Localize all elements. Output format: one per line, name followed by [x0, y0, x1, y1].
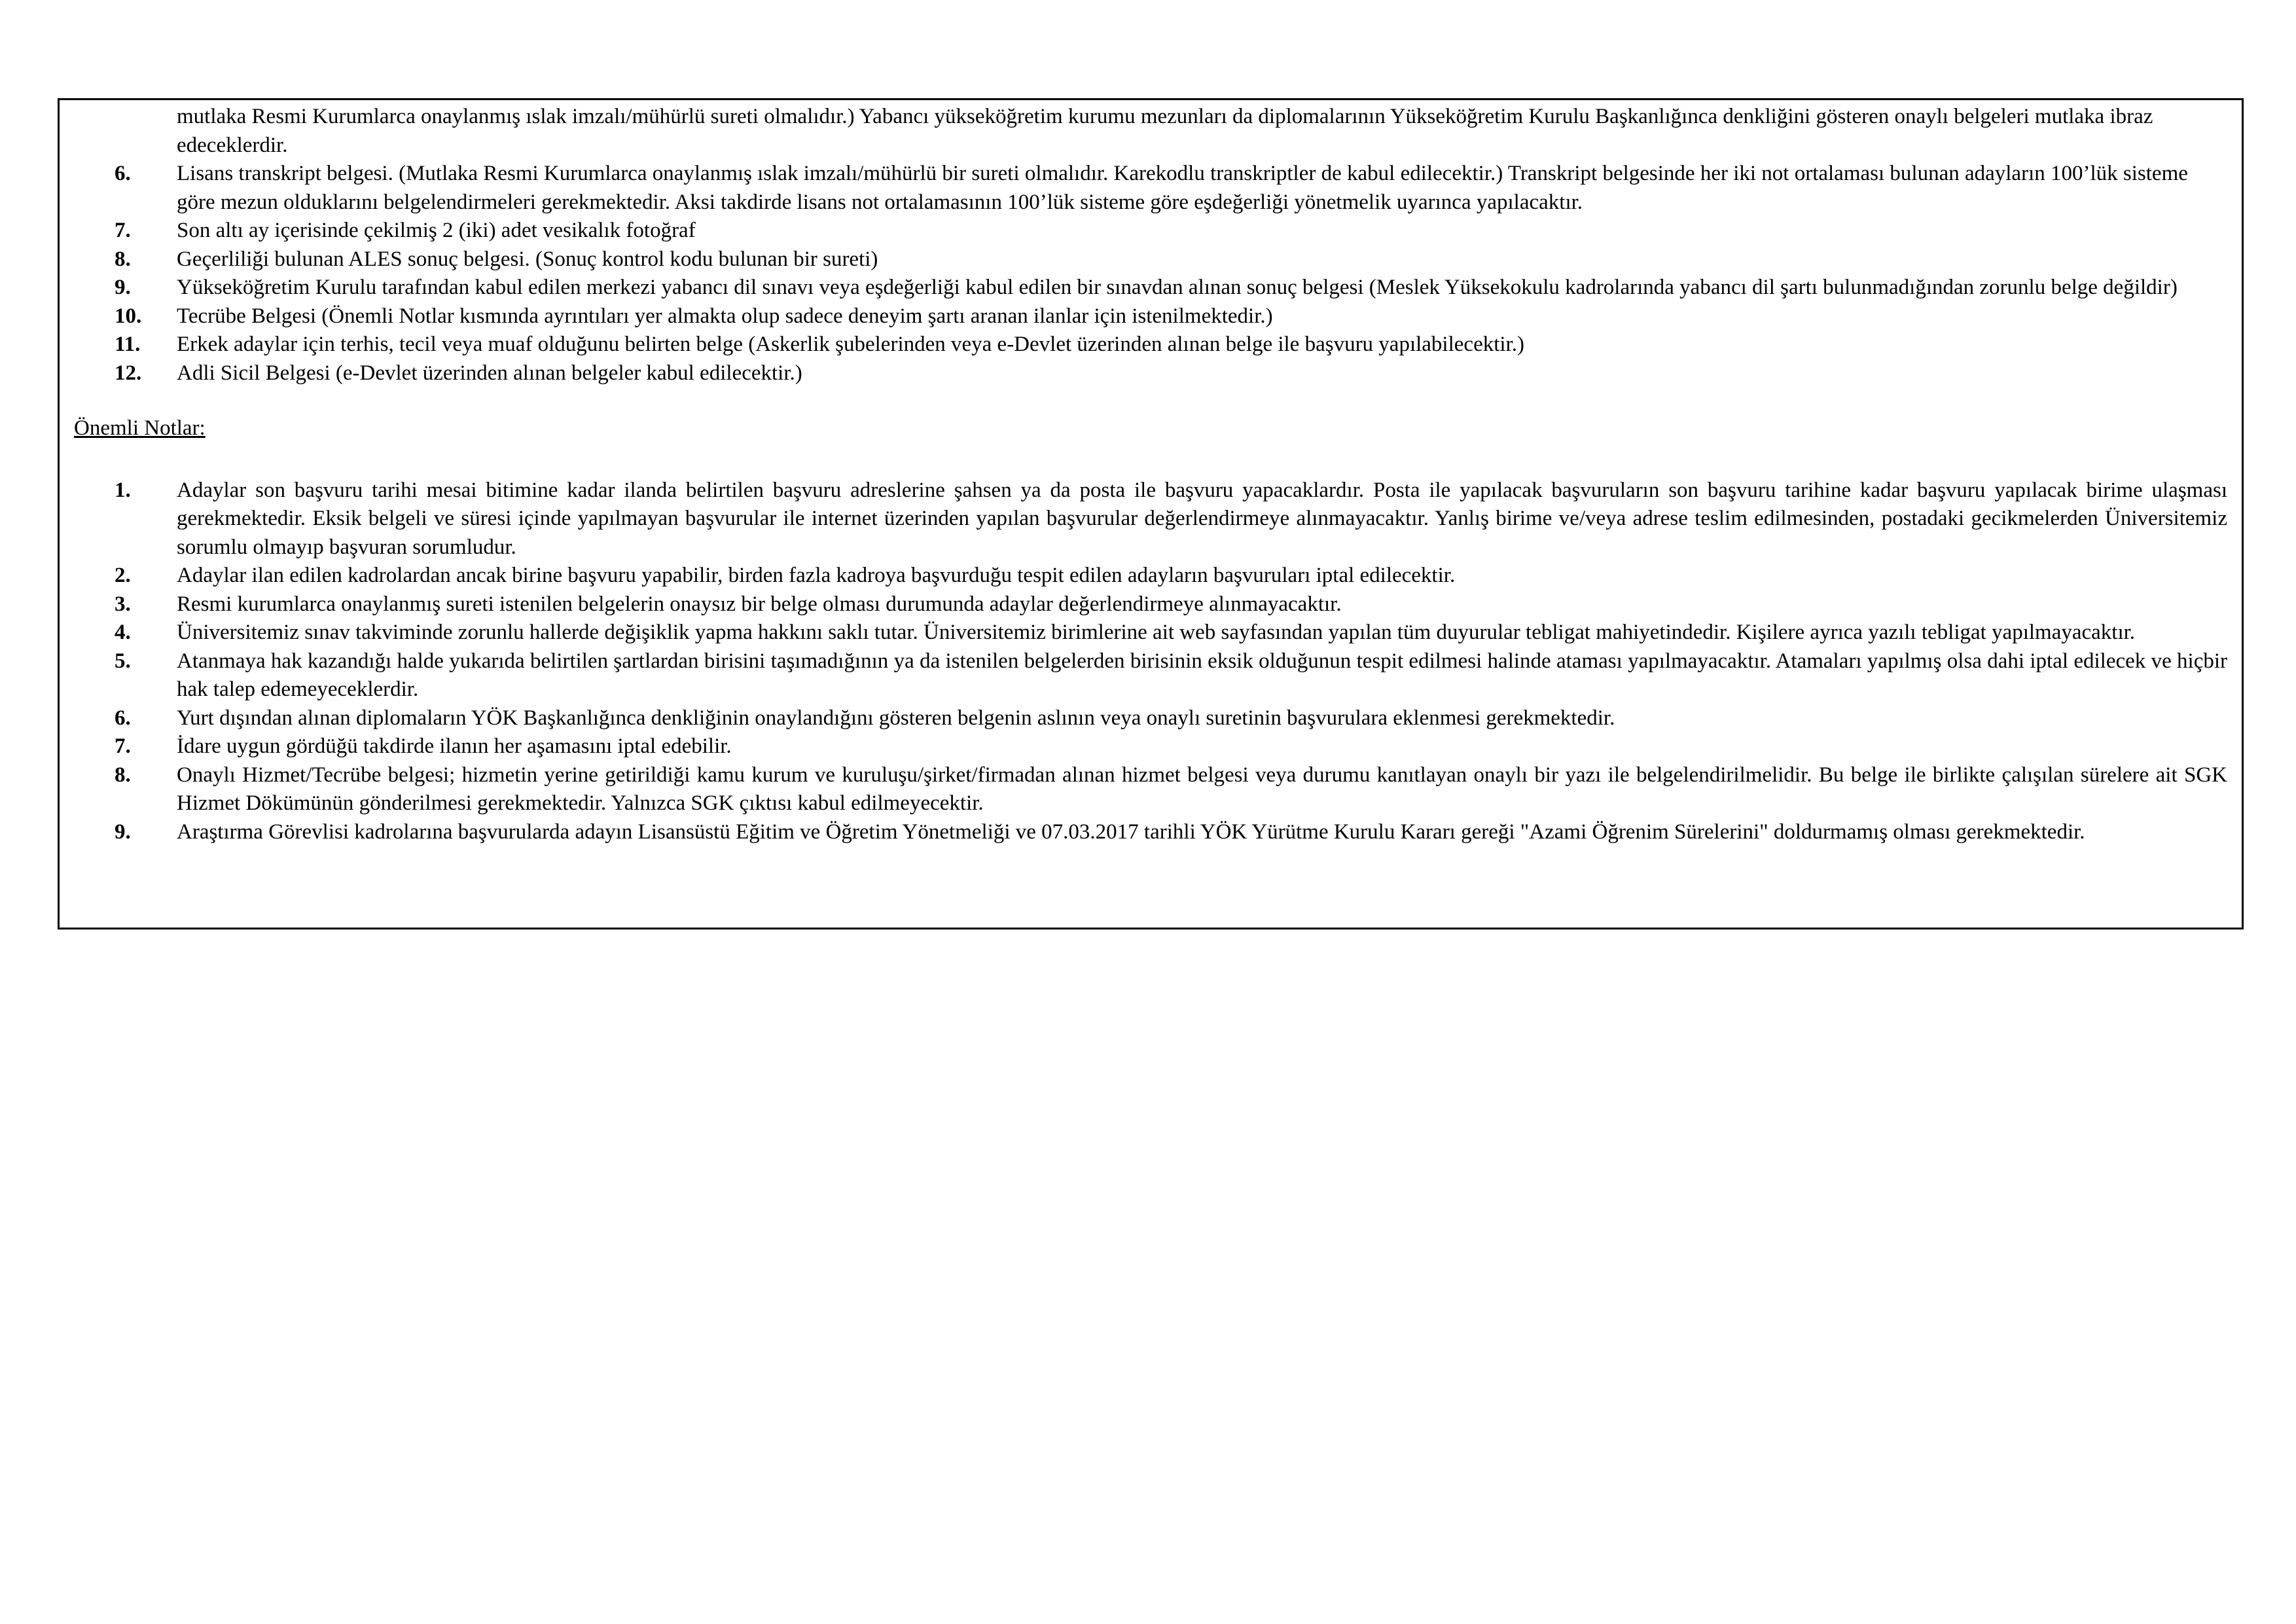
item-text: Atanmaya hak kazandığı halde yukarıda belirtilen şartlardan birisini taşımadığının ya da istenilen belgelerden birisinin eksik olduğunun tespit edilmesi halinde ataması yapılmayacaktır. Atamaları yapılmış olsa dahi iptal edilecek ve hiçbir hak talep edemeyeceklerdir.: [177, 649, 2227, 701]
item-text: Onaylı Hizmet/Tecrübe belgesi; hizmetin yerine getirildiği kamu kurum ve kuruluşu/şirket/firmadan alınan hizmet belgesi veya durumu kanıtlayan onaylı bir yazı ile belgelendirilmelidir. Bu belge ile birlikte çalışılan sürelere ait SGK Hizmet Dökümünün gönderilmesi gerekmektedir. Yalnızca SGK çıktısı kabul edilmeyecektir.: [177, 763, 2227, 815]
document-item-12: [74, 359, 2227, 388]
item-number: 12.: [115, 361, 142, 385]
item-text: Erkek adaylar için terhis, tecil veya muaf olduğunu belirten belge (Askerlik şubelerinden veya e-Devlet üzerinden alınan belge ile başvuru yapılabilecektir.): [177, 333, 1524, 356]
document-item-10: [74, 302, 2227, 331]
note-item-8: [74, 761, 2227, 818]
item-text: Adli Sicil Belgesi (e-Devlet üzerinden alınan belgeler kabul edilecektir.): [177, 361, 802, 385]
item-text: Geçerliliği bulunan ALES sonuç belgesi. (Sonuç kontrol kodu bulunan bir sureti): [177, 247, 878, 271]
item-number: 8.: [115, 247, 131, 271]
item-number: 11.: [115, 333, 141, 356]
item-number: 1.: [115, 478, 131, 502]
item-number: 7.: [115, 219, 131, 242]
item-text: Yurt dışından alınan diplomaların YÖK Başkanlığınca denkliğinin onaylandığını gösteren belgenin aslının veya onaylı suretinin başvurulara eklenmesi gerekmektedir.: [177, 706, 1615, 730]
note-item-9: [74, 818, 2227, 847]
item-number: 6.: [115, 706, 131, 730]
note-item-3: [74, 590, 2227, 619]
item-text: Yükseköğretim Kurulu tarafından kabul edilen merkezi yabancı dil sınavı veya eşdeğerliği kabul edilen bir sınavdan alınan sonuç belgesi (Meslek Yüksekokulu kadrolarında yabancı dil şartı bulunmadığından zorunlu belge değildir): [177, 276, 2178, 299]
item-number: 7.: [115, 734, 131, 758]
item-text: Araştırma Görevlisi kadrolarına başvurularda adayın Lisansüstü Eğitim ve Öğretim Yönetmeliği ve 07.03.2017 tarihli YÖK Yürütme Kurulu Kararı gereği "Azami Öğrenim Sürelerini" doldurmamış olması gerekmektedir.: [177, 820, 2085, 844]
item-text: Üniversitemiz sınav takviminde zorunlu hallerde değişiklik yapma hakkını saklı tutar. Üniversitemiz birimlerine ait web sayfasından yapılan tüm duyurular tebligat mahiyetindedir. Kişilere ayrıca yazılı tebligat yapılmayacaktır.: [177, 621, 2136, 644]
item-number: 3.: [115, 592, 131, 616]
item-text: İdare uygun gördüğü takdirde ilanın her aşamasını iptal edebilir.: [177, 734, 732, 758]
document-frame: [58, 98, 2244, 929]
item-number: 5.: [115, 649, 131, 673]
item-text: Tecrübe Belgesi (Önemli Notlar kısmında ayrıntıları yer almakta olup sadece deneyim şartı aranan ilanlar için istenilmektedir.): [177, 304, 1273, 328]
document-item-7: [74, 217, 2227, 245]
document-item-6: [74, 160, 2227, 217]
important-notes-list: [74, 477, 2227, 847]
note-item-6: [74, 704, 2227, 733]
document-item-continuation: mutlaka Resmi Kurumlarca onaylanmış ıslak imzalı/mühürlü sureti olmalıdır.) Yabancı yükseköğretim kurumu mezunları da diplomalarının Yükseköğretim Kurulu Başkanlığınca denkliğini gösteren onaylı belgeleri mutlaka ibraz edeceklerdir.: [177, 105, 2153, 157]
document-item-11: [74, 331, 2227, 359]
item-text: Lisans transkript belgesi. (Mutlaka Resmi Kurumlarca onaylanmış ıslak imzalı/mühürlü bir sureti olmalıdır. Karekodlu transkriptler de kabul edilecektir.) Transkript belgesinde her iki not ortalaması bulunan adayların 100’lük sisteme göre mezun olduklarını belgelendirmeleri gerekmektedir. Aksi takdirde lisans not ortalamasının 100’lük sisteme göre eşdeğerliği yönetmelik uyarınca yapılacaktır.: [177, 162, 2188, 214]
note-item-4: [74, 619, 2227, 647]
note-item-2: [74, 562, 2227, 590]
item-number: 4.: [115, 621, 131, 644]
notes-heading: Önemli Notlar:: [74, 416, 206, 440]
note-item-1: [74, 477, 2227, 562]
item-number: 6.: [115, 162, 131, 185]
note-item-7: [74, 732, 2227, 761]
item-text: Adaylar ilan edilen kadrolardan ancak birine başvuru yapabilir, birden fazla kadroya başvurduğu tespit edilen adayların başvuruları iptal edilecektir.: [177, 564, 1456, 587]
item-text: Resmi kurumlarca onaylanmış sureti istenilen belgelerin onaysız bir belge olması durumunda adaylar değerlendirmeye alınmayacaktır.: [177, 592, 1342, 616]
item-number: 9.: [115, 820, 131, 844]
document-item-8: [74, 245, 2227, 274]
required-documents-list: [74, 160, 2227, 388]
item-number: 9.: [115, 276, 131, 299]
note-item-5: [74, 647, 2227, 704]
item-text: Son altı ay içerisinde çekilmiş 2 (iki) adet vesikalık fotoğraf: [177, 219, 696, 242]
item-text: Adaylar son başvuru tarihi mesai bitimine kadar ilanda belirtilen başvuru adreslerine şahsen ya da posta ile başvuru yapacaklardır. Posta ile yapılacak başvuruların son başvuru tarihine kadar başvuru yapılacak birime ulaşması gerekmektedir. Eksik belgeli ve süresi içinde yapılmayan başvurular ile internet üzerinden yapılan başvurular değerlendirmeye alınmayacaktır. Yanlış birime ve/veya adrese teslim edilmesinden, postadaki gecikmelerden Üniversitemiz sorumlu olmayıp başvuran sorumludur.: [177, 478, 2227, 559]
document-item-9: [74, 274, 2227, 302]
item-number: 10.: [115, 304, 142, 328]
item-number: 8.: [115, 763, 131, 787]
item-number: 2.: [115, 564, 131, 587]
